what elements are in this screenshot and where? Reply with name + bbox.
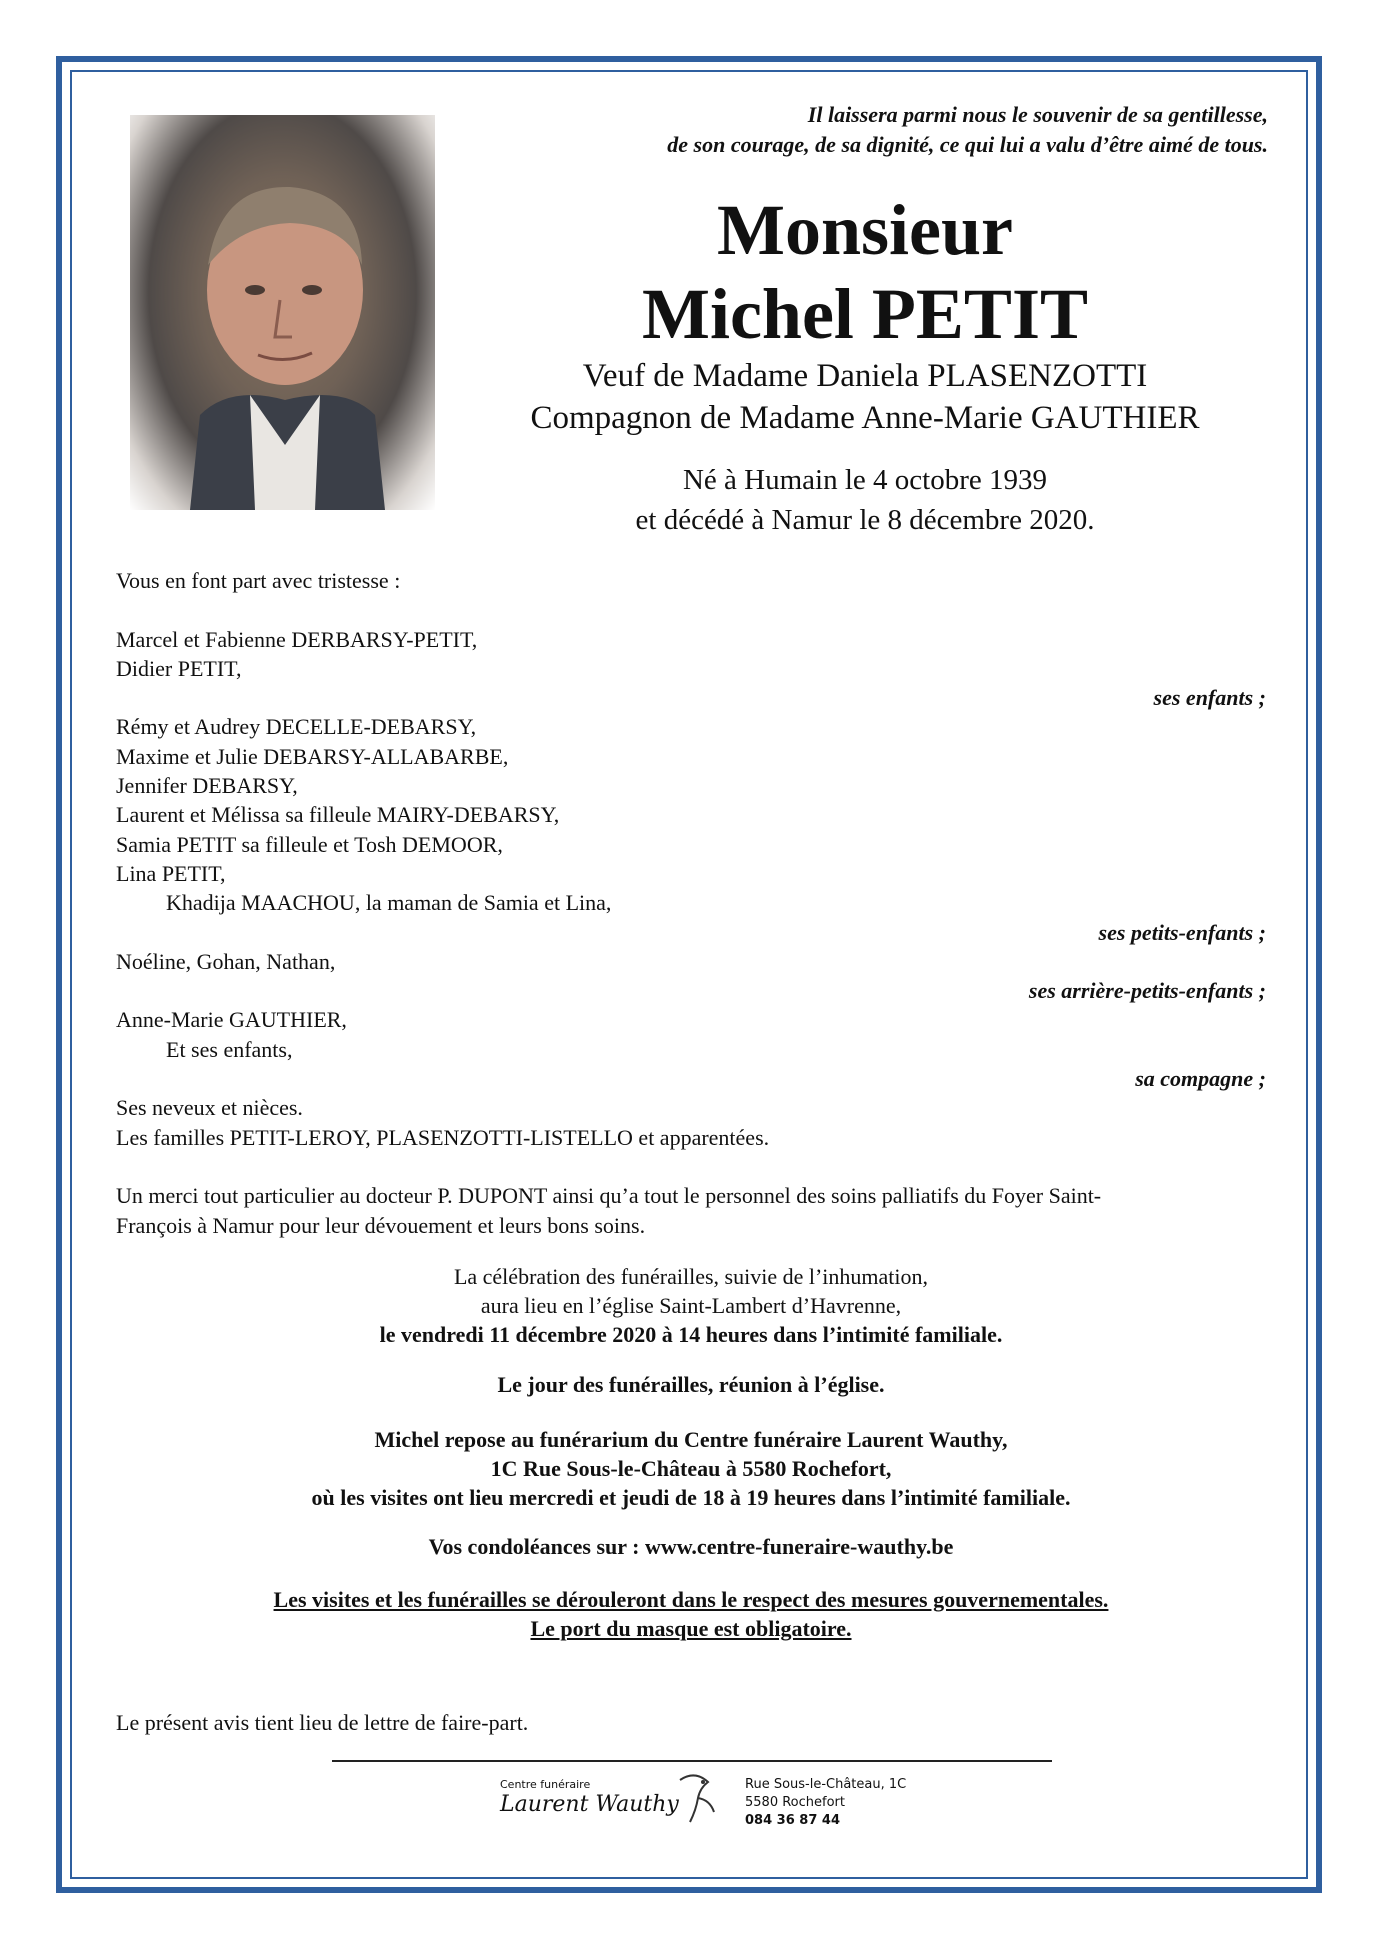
family-entry: Noéline, Gohan, Nathan, xyxy=(116,948,336,974)
family-list xyxy=(116,566,1266,1240)
funerarium-line: 1C Rue Sous-le-Château à 5580 Rochefort, xyxy=(490,1456,892,1481)
spouse-line: Compagnon de Madame Anne-Marie GAUTHIER xyxy=(530,400,1200,436)
family-entry: Samia PETIT sa filleule et Tosh DEMOOR, xyxy=(116,831,503,857)
ceremony-line: La célébration des funérailles, suivie de l’inhumation, xyxy=(453,1264,929,1289)
ceremony-info xyxy=(116,1262,1266,1349)
covid-notice xyxy=(116,1585,1266,1643)
birth-death-dates xyxy=(480,460,1250,540)
funerarium-line: Michel repose au funérarium du Centre funéraire Laurent Wauthy, xyxy=(374,1427,1008,1452)
honorific: Monsieur xyxy=(717,190,1013,270)
ceremony-date: le vendredi 11 décembre 2020 à 14 heures dans l’intimité familiale. xyxy=(379,1322,1003,1347)
portrait-photo xyxy=(130,115,435,510)
family-entry: Rémy et Audrey DECELLE-DEBARSY, xyxy=(116,714,477,740)
epitaph-line: Il laissera parmi nous le souvenir de sa gentillesse, xyxy=(807,102,1268,127)
thanks-line: Un merci tout particulier au docteur P. DUPONT ainsi qu’a tout le personnel des soins palliatifs du Foyer Saint- xyxy=(116,1183,1102,1209)
epitaph xyxy=(468,100,1268,160)
family-role: ses arrière-petits-enfants ; xyxy=(1028,978,1266,1004)
family-role: ses petits-enfants ; xyxy=(1098,919,1266,945)
family-entry: Laurent et Mélissa sa filleule MAIRY-DEBARSY, xyxy=(116,802,560,828)
deceased-name: Michel PETIT xyxy=(642,274,1088,354)
spouse-line: Veuf de Madame Daniela PLASENZOTTI xyxy=(582,358,1148,394)
funerarium-info xyxy=(116,1425,1266,1512)
spouse-info xyxy=(480,355,1250,439)
thanks-line: François à Namur pour leur dévouement et leurs bons soins. xyxy=(116,1212,646,1238)
condolences-info: Vos condoléances sur : www.centre-funeraire-wauthy.be xyxy=(428,1534,954,1559)
footer-address xyxy=(745,1776,906,1830)
family-intro: Vous en font part avec tristesse : xyxy=(116,568,401,593)
family-entry: Ses neveux et nièces. xyxy=(116,1095,303,1121)
family-role: sa compagne ; xyxy=(1135,1066,1266,1092)
notice-line: Les visites et les funérailles se dérouleront dans le respect des mesures gouvernementales. xyxy=(273,1587,1109,1612)
footer-divider xyxy=(332,1760,1052,1762)
family-entry: Et ses enfants, xyxy=(166,1036,293,1062)
family-entry: Les familles PETIT-LEROY, PLASENZOTTI-LISTELLO et apparentées. xyxy=(116,1124,770,1150)
notice-line: Le port du masque est obligatoire. xyxy=(530,1616,852,1641)
family-role: ses enfants ; xyxy=(1153,685,1266,711)
brand-label: Centre funéraire xyxy=(500,1778,591,1791)
family-entry: Jennifer DEBARSY, xyxy=(116,773,298,799)
funeral-home-logo xyxy=(495,1770,935,1845)
family-entry: Anne-Marie GAUTHIER, xyxy=(116,1007,347,1033)
death-line: et décédé à Namur le 8 décembre 2020. xyxy=(635,504,1095,536)
family-entry: Didier PETIT, xyxy=(116,655,242,681)
dove-logo-icon xyxy=(670,1770,720,1830)
birth-line: Né à Humain le 4 octobre 1939 xyxy=(682,464,1047,496)
epitaph-line: de son courage, de sa dignité, ce qui lui a valu d’être aimé de tous. xyxy=(667,132,1268,157)
phone-number: 084 36 87 44 xyxy=(745,1813,840,1828)
family-entry: Lina PETIT, xyxy=(116,860,226,886)
address-line: 5580 Rochefort xyxy=(745,1795,845,1810)
funerarium-line: où les visites ont lieu mercredi et jeudi de 18 à 19 heures dans l’intimité familiale. xyxy=(311,1485,1071,1510)
portrait-illustration xyxy=(130,115,435,510)
family-entry: Khadija MAACHOU, la maman de Samia et Lina, xyxy=(166,890,612,916)
ceremony-line: aura lieu en l’église Saint-Lambert d’Havrenne, xyxy=(480,1293,902,1318)
address-line: Rue Sous-le-Château, 1C xyxy=(745,1777,907,1792)
brand-name: Laurent Wauthy xyxy=(500,1792,679,1817)
meeting-info: Le jour des funérailles, réunion à l’église. xyxy=(497,1372,885,1397)
family-entry: Maxime et Julie DEBARSY-ALLABARBE, xyxy=(116,743,509,769)
family-entry: Marcel et Fabienne DERBARSY-PETIT, xyxy=(116,626,478,652)
closing-note: Le présent avis tient lieu de lettre de faire-part. xyxy=(116,1710,529,1735)
